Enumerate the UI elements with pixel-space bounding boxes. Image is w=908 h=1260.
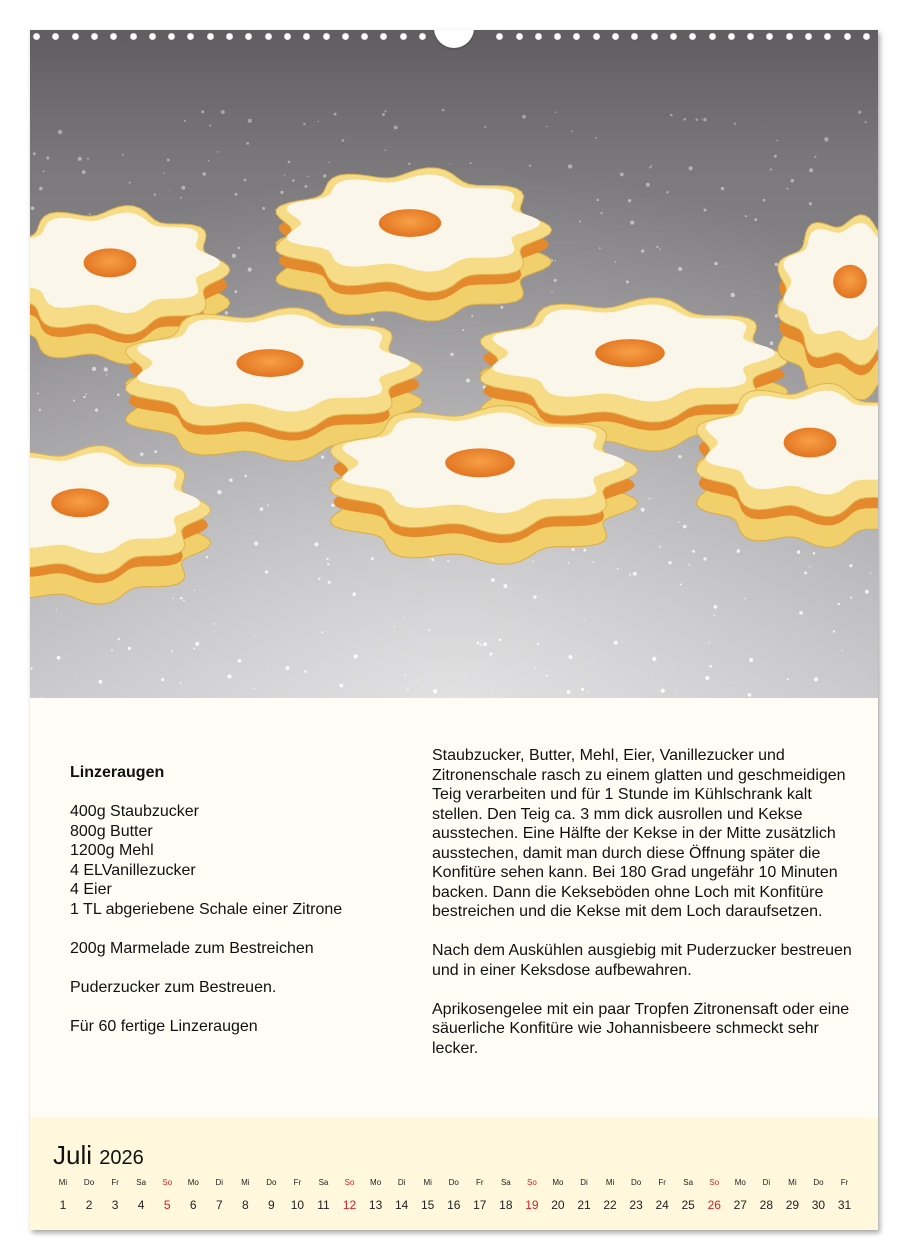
day-number: 7 [215, 1198, 223, 1212]
weekday-label: Mi [241, 1178, 250, 1187]
binding-ring [844, 33, 851, 40]
day-number: 9 [268, 1198, 275, 1212]
day-number: 8 [242, 1198, 249, 1212]
binding-ring [863, 33, 870, 40]
weekday-label: Mo [187, 1178, 199, 1187]
ingredient-item: 4 Eier [70, 881, 112, 898]
binding-ring [612, 33, 619, 40]
binding-ring [631, 33, 638, 40]
binding-ring [380, 33, 387, 40]
instruction-paragraph: Nach dem Auskühlen ausgiebig mit Puderzucker bestreuen und in einer Keksdose aufbewahren. [432, 942, 852, 979]
binding-ring [419, 33, 426, 40]
weekday-label: Fr [111, 1178, 119, 1187]
binding-ring [245, 33, 252, 40]
weekday-label: So [526, 1178, 537, 1187]
binding-ring [670, 33, 677, 40]
binding-ring [91, 33, 98, 40]
month-title [53, 1140, 144, 1171]
day-number: 28 [759, 1198, 774, 1212]
jam-ingredient: 200g Marmelade zum Bestreichen [70, 939, 314, 957]
binding-ring [110, 33, 117, 40]
weekday-label: Sa [683, 1178, 694, 1187]
day-number: 23 [629, 1198, 643, 1212]
binding-ring [747, 33, 754, 40]
weekday-label: Mo [370, 1178, 382, 1187]
instructions [432, 746, 852, 1078]
binding-ring [342, 33, 349, 40]
binding-ring [207, 33, 214, 40]
day-number: 2 [85, 1198, 93, 1212]
month-calendar [30, 1118, 878, 1230]
month-year: 2026 [99, 1147, 144, 1169]
weekday-label: Do [266, 1178, 277, 1187]
linzer-cookies-illustration [30, 30, 878, 698]
ingredient-item: 800g Butter [70, 822, 153, 840]
binding-ring [226, 33, 233, 40]
day-number: 17 [473, 1198, 487, 1212]
day-number: 22 [603, 1198, 617, 1212]
instruction-paragraph: Staubzucker, Butter, Mehl, Eier, Vanillezucker und Zitronenschale rasch zu einem glatten und geschmeidigen Teig verarbeiten und für 1 Stunde im Kühlschrank kalt stellen. Den Teig ca. 3 mm dick ausrollen und Kekse ausstechen. Eine Hälfte der Kekse in der Mitte zusätzlich ausstechen, damit man durch diese Öffnung später die Konfitüre sehen kann. Bei 180 Grad ungefähr 10 Minuten backen. Dann die Kekseböden ohne Loch mit Konfitüre bestreichen und die Kekse mit dem Loch daraufsetzen. [432, 747, 846, 920]
weekday-label: Do [83, 1178, 95, 1187]
day-number: 15 [421, 1198, 435, 1212]
binding-ring [824, 33, 831, 40]
binding-ring [265, 33, 272, 40]
binding-ring [766, 33, 773, 40]
day-number: 29 [785, 1198, 800, 1212]
weekday-label: Di [762, 1178, 771, 1187]
day-number: 4 [137, 1198, 145, 1212]
weekday-label: Mo [552, 1178, 564, 1187]
cookie-photo [30, 30, 878, 698]
weekday-label: Mi [58, 1178, 68, 1187]
weekday-label: Mi [605, 1178, 615, 1187]
day-number: 30 [811, 1198, 826, 1212]
ingredient-item: 4 ELVanillezucker [70, 861, 196, 879]
day-number: 25 [681, 1198, 695, 1212]
month-name: Juli [53, 1140, 93, 1170]
binding-ring [52, 33, 59, 40]
weekday-label: Sa [318, 1178, 329, 1187]
day-number: 13 [368, 1198, 383, 1212]
weekday-label: Do [630, 1178, 642, 1187]
binding-ring [284, 33, 291, 40]
binding-ring [786, 33, 793, 40]
recipe-yield: Für 60 fertige Linzeraugen [70, 1017, 258, 1035]
binding-ring [72, 33, 79, 40]
day-number: 12 [342, 1198, 357, 1212]
day-number: 16 [447, 1198, 461, 1212]
binding-ring [400, 33, 407, 40]
binding-ring [554, 33, 561, 40]
ingredient-item: 1200g Mehl [70, 842, 154, 859]
weekday-label: Fr [476, 1178, 484, 1187]
binding-ring [593, 33, 600, 40]
weekday-label: So [344, 1178, 355, 1187]
ingredient-item: 1 TL abgeriebene Schale einer Zitrone [70, 900, 343, 918]
binding-ring [805, 33, 812, 40]
binding-ring [728, 33, 735, 40]
day-number: 24 [655, 1198, 669, 1212]
binding-ring [303, 33, 310, 40]
day-number: 31 [837, 1198, 852, 1212]
weekday-label: Mo [734, 1178, 746, 1187]
weekday-label: Fr [658, 1178, 666, 1187]
topping-ingredient: Puderzucker zum Bestreuen. [70, 978, 277, 996]
ingredient-item: 400g Staubzucker [70, 803, 199, 820]
day-number: 3 [111, 1198, 119, 1212]
weekday-label: Do [448, 1178, 459, 1187]
ingredients-list [70, 802, 410, 1036]
binding-ring [516, 33, 523, 40]
day-number: 18 [499, 1198, 513, 1212]
binding-ring [168, 33, 175, 40]
day-number: 19 [525, 1198, 539, 1212]
weekday-label: Do [813, 1178, 824, 1187]
day-number: 21 [577, 1198, 591, 1212]
binding-ring [323, 33, 330, 40]
binding-ring [187, 33, 194, 40]
binding-ring [149, 33, 156, 40]
binding-ring [535, 33, 542, 40]
binding-ring [651, 33, 658, 40]
day-number: 5 [163, 1198, 171, 1212]
weekday-label: So [709, 1178, 720, 1187]
weekday-label: Di [397, 1178, 406, 1187]
weekday-label: Sa [500, 1178, 511, 1187]
weekday-label: Di [580, 1178, 588, 1187]
day-number: 14 [394, 1198, 409, 1212]
day-number: 27 [733, 1198, 747, 1212]
weekday-label: Mi [423, 1178, 432, 1187]
day-number: 11 [317, 1198, 330, 1212]
binding-ring [573, 33, 580, 40]
binding-ring [361, 33, 368, 40]
day-number: 1 [59, 1198, 67, 1212]
binding-ring [130, 33, 137, 40]
day-number: 6 [189, 1198, 197, 1212]
day-number: 26 [707, 1198, 721, 1212]
binding-ring [709, 33, 716, 40]
recipe-title: Linzeraugen [70, 764, 165, 781]
binding-ring [496, 33, 503, 40]
weekday-label: Fr [840, 1178, 849, 1187]
binding-ring [689, 33, 696, 40]
binding-ring [33, 33, 40, 40]
weekday-label: So [162, 1178, 173, 1187]
recipe-section [30, 698, 878, 1118]
weekday-label: Sa [136, 1178, 147, 1187]
weekday-label: Mi [788, 1178, 797, 1187]
instruction-paragraph: Aprikosengelee mit ein paar Tropfen Zitronensaft oder eine säuerliche Konfitüre wie Johannisbeere schmeckt sehr lecker. [432, 1000, 850, 1057]
weekday-label: Di [215, 1178, 224, 1187]
calendar-sheet [30, 30, 878, 1230]
day-number: 10 [290, 1198, 305, 1212]
weekday-label: Fr [293, 1178, 302, 1187]
day-number: 20 [551, 1198, 565, 1212]
